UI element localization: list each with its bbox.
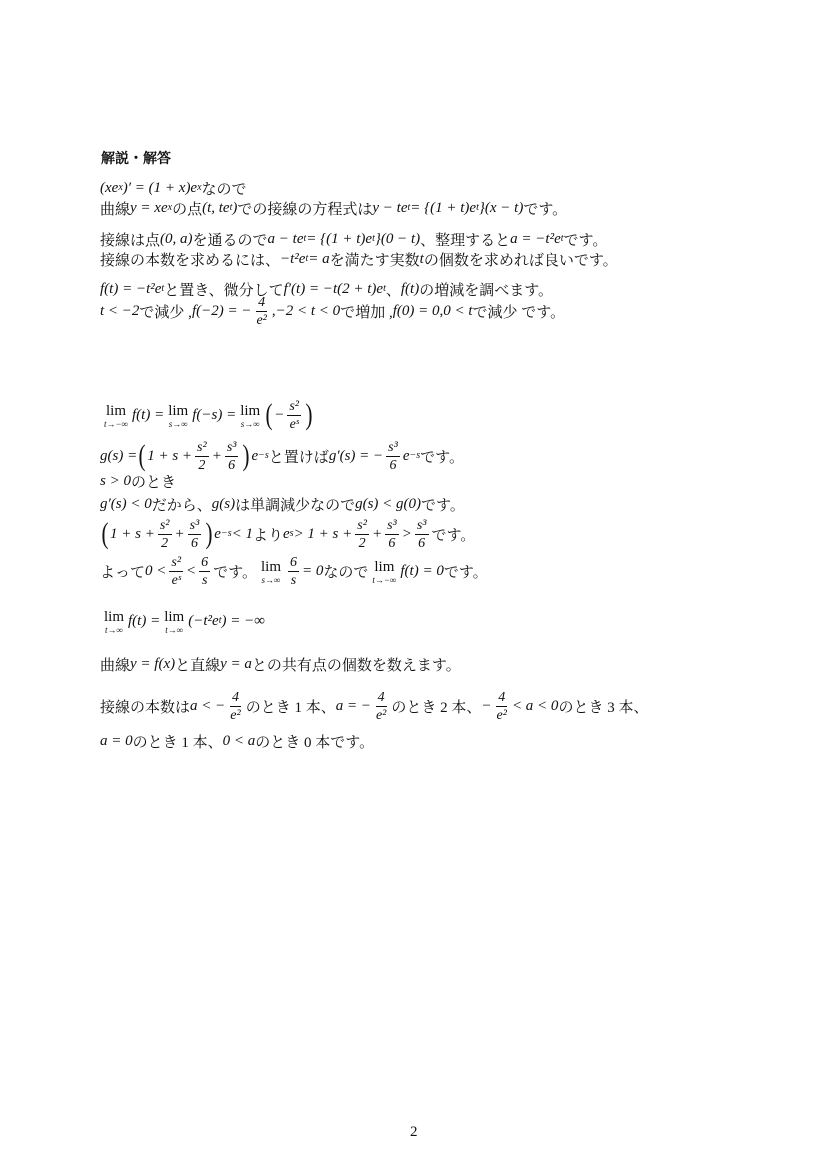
math-expression: f(−s) =: [192, 406, 237, 423]
text-line: [100, 470, 176, 492]
text-run: の点: [172, 201, 203, 218]
limit-operator: [372, 561, 396, 587]
numerator: 4: [258, 294, 266, 310]
denominator: 6: [418, 535, 426, 551]
math-expression: (0, a): [160, 230, 193, 247]
math-expression: a < −: [190, 697, 226, 714]
math-expression: y = a: [220, 655, 252, 672]
math-expression: }(x − t): [478, 199, 524, 216]
fraction: [199, 554, 210, 589]
text-run: 曲線: [100, 657, 131, 674]
denominator: 2: [358, 535, 366, 551]
denominator: 2: [161, 535, 169, 551]
big-parenthesis: ): [242, 439, 250, 472]
limit-subscript: t→∞: [165, 625, 184, 635]
numerator: 4: [231, 689, 239, 705]
text-line: [100, 294, 566, 328]
math-expression: (xe: [100, 179, 119, 196]
denominator: e²: [230, 707, 241, 723]
numerator: 4: [498, 689, 506, 705]
math-expression: ): [232, 199, 238, 216]
fraction: [385, 517, 399, 552]
numerator: s²: [357, 517, 367, 533]
fraction: [386, 439, 400, 474]
math-expression: y = xe: [130, 199, 168, 216]
fraction: [169, 554, 183, 589]
math-expression: −: [481, 697, 492, 714]
text-run: だから、: [151, 497, 212, 514]
numerator: s³: [416, 517, 427, 533]
math-expression: a − te: [267, 230, 304, 247]
limit-subscript: s→∞: [261, 575, 281, 585]
text-run: のとき 2 本、: [391, 699, 482, 716]
math-expression: < 1: [231, 525, 253, 542]
text-line: 曲線 y = xe x の点 (t, te t ) での接線の方程式は y − te t = {(1 + t)e t }(x − t) です。: [100, 199, 568, 218]
math-expression: g(s) < g(0): [355, 495, 422, 512]
math-expression: = a: [308, 250, 330, 267]
fraction: [415, 517, 429, 552]
lim-word: lim: [240, 403, 261, 419]
section-title: 解説・解答: [101, 151, 171, 167]
limit-subscript: t→−∞: [372, 575, 397, 585]
math-expression: (t, te: [202, 199, 230, 216]
math-expression: −t²e: [280, 250, 306, 267]
limit-operator: [104, 405, 128, 431]
text-run: です。: [563, 232, 608, 249]
denominator: s: [290, 572, 297, 588]
numerator: s³: [189, 517, 200, 533]
text-run: を通るので: [192, 232, 268, 249]
text-run: と置き、微分して: [164, 282, 284, 299]
text-run: です。: [420, 449, 464, 466]
math-expression: g(s): [211, 495, 236, 512]
math-expression: a = 0: [100, 732, 133, 749]
big-parenthesis: ): [305, 398, 313, 431]
math-expression: t < −2: [100, 302, 140, 319]
numerator: s³: [387, 517, 397, 533]
math-expression: y − te: [372, 199, 408, 216]
text-run: 接線は点: [100, 232, 161, 249]
denominator: s: [201, 572, 208, 588]
text-line: [100, 730, 374, 752]
fraction: [374, 689, 388, 724]
denominator: e²: [375, 707, 387, 723]
math-expression: (−t²e: [188, 612, 219, 629]
limit-operator: [168, 405, 188, 431]
limit-subscript: t→∞: [105, 625, 123, 635]
text-run: の増減を調べます。: [419, 282, 553, 299]
text-run: です。: [431, 527, 476, 544]
math-expression: s > 0: [100, 472, 131, 489]
text-run: のとき 0 本です。: [255, 734, 375, 751]
text-line: [100, 554, 488, 588]
math-expression: f(t) = 0: [400, 562, 444, 579]
denominator: 6: [388, 535, 396, 551]
math-expression: a = −: [335, 697, 371, 714]
denominator: 6: [389, 457, 397, 473]
math-expression: e: [214, 525, 221, 542]
text-line: lim t→∞ f(t) = lim t→∞ (−t²e t ) = −∞: [104, 609, 265, 635]
text-line: ( 1 + s + $\frac{\text{s²}}{2}$ + $\frac{\text{s³}}{6}$ ) e −s < 1 より e s > 1 + s + $\frac{\text{s²}}{2}$ + $\frac{\text{s³}}{6}$ > $\frac{\text{s³}}{6}$ です。: [101, 517, 476, 551]
lim-word: lim: [168, 403, 189, 419]
big-parenthesis: (: [265, 398, 273, 431]
page-number: 2: [410, 1124, 418, 1140]
math-expression: f′(t) = −t(2 + t)e: [283, 280, 384, 297]
fraction: [254, 294, 268, 329]
math-expression: <: [186, 562, 197, 579]
text-run: 接線の本数は: [100, 699, 191, 716]
lim-word: lim: [105, 403, 126, 419]
math-expression: 0 < a: [222, 732, 256, 749]
text-line: f(t) = −t²e t と置き、微分して f′(t) = −t(2 + t)e t 、 f(t) の増減を調べます。: [100, 280, 553, 299]
lim-word: lim: [104, 609, 125, 625]
text-line: [100, 689, 649, 723]
fraction: [195, 439, 209, 474]
math-expression: < a < 0: [511, 697, 559, 714]
math-expression: f(t): [400, 280, 420, 297]
denominator: 6: [190, 535, 198, 551]
text-run: です。: [421, 497, 465, 514]
denominator: e²: [496, 707, 507, 723]
math-expression: t: [419, 250, 424, 267]
text-run: ,: [271, 302, 276, 319]
fraction: [225, 439, 239, 474]
limit-operator: [240, 405, 260, 431]
denominator: 6: [228, 457, 236, 473]
math-expression: a = −t²e: [510, 230, 561, 247]
text-run: より: [252, 527, 283, 544]
text-run: は単調減少なので: [235, 497, 356, 514]
fraction: [355, 517, 369, 552]
text-run: 、: [385, 282, 401, 299]
fraction: [188, 517, 202, 552]
math-expression: 0 < t: [443, 302, 473, 319]
text-run: で減少 ,: [139, 304, 192, 321]
text-run: の個数を求めれば良いです。: [423, 252, 618, 269]
math-expression: e: [402, 447, 410, 464]
lim-word: lim: [374, 559, 395, 575]
limit-subscript: s→∞: [240, 419, 260, 429]
math-expression: +: [371, 525, 383, 542]
math-expression: ) = −∞: [221, 612, 265, 629]
numerator: s³: [388, 439, 398, 455]
text-run: と置けば: [268, 449, 329, 466]
denominator: 2: [198, 457, 206, 473]
math-expression: 1 + s +: [110, 525, 155, 542]
math-expression: f(t) =: [132, 406, 165, 423]
text-run: 、整理すると: [420, 232, 511, 249]
text-run: のとき: [130, 474, 176, 491]
math-expression: −: [274, 406, 285, 423]
math-expression: f(t) = −t²e: [100, 280, 162, 297]
text-run: のとき 1 本、: [245, 699, 336, 716]
fraction: [495, 689, 509, 724]
text-run: です。: [523, 201, 568, 218]
math-expression: f(−2) = −: [191, 302, 252, 319]
math-expression: g′(s) < 0: [100, 495, 152, 512]
numerator: s³: [226, 439, 237, 455]
text-run: ,: [439, 302, 444, 319]
math-expression: = {(1 + t)e: [306, 230, 373, 247]
math-expression: >: [401, 525, 412, 542]
numerator: s²: [197, 439, 207, 455]
numerator: s²: [289, 398, 300, 414]
math-expression: = {(1 + t)e: [410, 199, 477, 216]
math-expression: +: [211, 447, 222, 464]
lim-word: lim: [164, 609, 185, 625]
text-run: と直線: [175, 657, 221, 674]
math-expression: g′(s) = −: [328, 447, 384, 464]
text-run: のとき 1 本、: [132, 734, 223, 751]
math-expression: f(0) = 0: [392, 302, 440, 319]
text-line: g(s) = ( 1 + s + $\frac{\text{s²}}{2}$ + $\frac{\text{s³}}{6}$ ) e −s と置けば g′(s) = − $\frac{\text{s³}}{6}$ e −s です。: [100, 439, 464, 473]
math-expression: e: [251, 447, 259, 464]
text-run: です。: [213, 564, 257, 581]
text-run: なので: [201, 181, 247, 198]
text-run: よって: [100, 564, 146, 581]
denominator: eˢ: [289, 416, 299, 432]
text-run: 曲線: [100, 201, 131, 218]
big-parenthesis: ): [205, 517, 213, 550]
text-run: で減少 です。: [472, 304, 566, 321]
limit-operator: [104, 611, 124, 637]
text-run: です。: [443, 564, 488, 581]
text-run: を満たす実数: [329, 252, 420, 269]
math-expression: f(t) =: [128, 612, 161, 629]
limit-operator: [164, 611, 184, 637]
text-line: 接線の本数を求めるには、 −t²e t = a を満たす実数 t の個数を求めれば良いです。: [100, 250, 618, 269]
math-expression: e: [282, 525, 290, 542]
text-line: [100, 398, 314, 432]
math-expression: 0 <: [145, 562, 167, 579]
fraction: [288, 554, 299, 589]
denominator: e²: [256, 312, 267, 328]
text-run: のとき 3 本、: [558, 699, 649, 716]
text-line: [100, 653, 461, 675]
big-parenthesis: (: [101, 517, 109, 550]
math-expression: −2 < t < 0: [275, 302, 341, 319]
math-expression: g(s) =: [100, 447, 138, 464]
fraction: [158, 517, 172, 552]
text-line: [100, 493, 465, 515]
text-run: で増加 ,: [340, 304, 393, 321]
math-expression: y = f(x): [130, 655, 176, 672]
math-expression: > 1 + s +: [293, 525, 353, 542]
big-parenthesis: (: [138, 439, 146, 472]
numerator: s²: [159, 517, 170, 533]
math-expression: }(0 − t): [374, 230, 421, 247]
math-expression: 1 + s +: [147, 447, 193, 464]
text-run: との共有点の個数を数えます。: [251, 657, 461, 674]
denominator: eˢ: [171, 572, 181, 588]
limit-subscript: t→−∞: [104, 419, 128, 429]
text-run: での接線の方程式は: [237, 201, 373, 218]
math-expression: )′ = (1 + x)e: [122, 179, 198, 196]
fraction: [228, 689, 242, 724]
text-line: 接線は点 (0, a) を通るので a − te t = {(1 + t)e t }(0 − t) 、整理すると a = −t²e t です。: [100, 230, 608, 249]
numerator: 6: [201, 554, 209, 570]
math-expression: +: [174, 525, 185, 542]
text-line: (xe x )′ = (1 + x)e x なので: [100, 179, 247, 198]
numerator: s²: [171, 554, 182, 570]
limit-subscript: s→∞: [168, 419, 188, 429]
numerator: 6: [290, 554, 297, 570]
math-expression: = 0: [302, 562, 324, 579]
numerator: 4: [377, 689, 385, 705]
text-run: 接線の本数を求めるには、: [100, 252, 281, 269]
limit-operator: [261, 561, 281, 587]
fraction: [287, 398, 301, 433]
lim-word: lim: [260, 559, 281, 575]
text-run: なので: [323, 564, 369, 581]
